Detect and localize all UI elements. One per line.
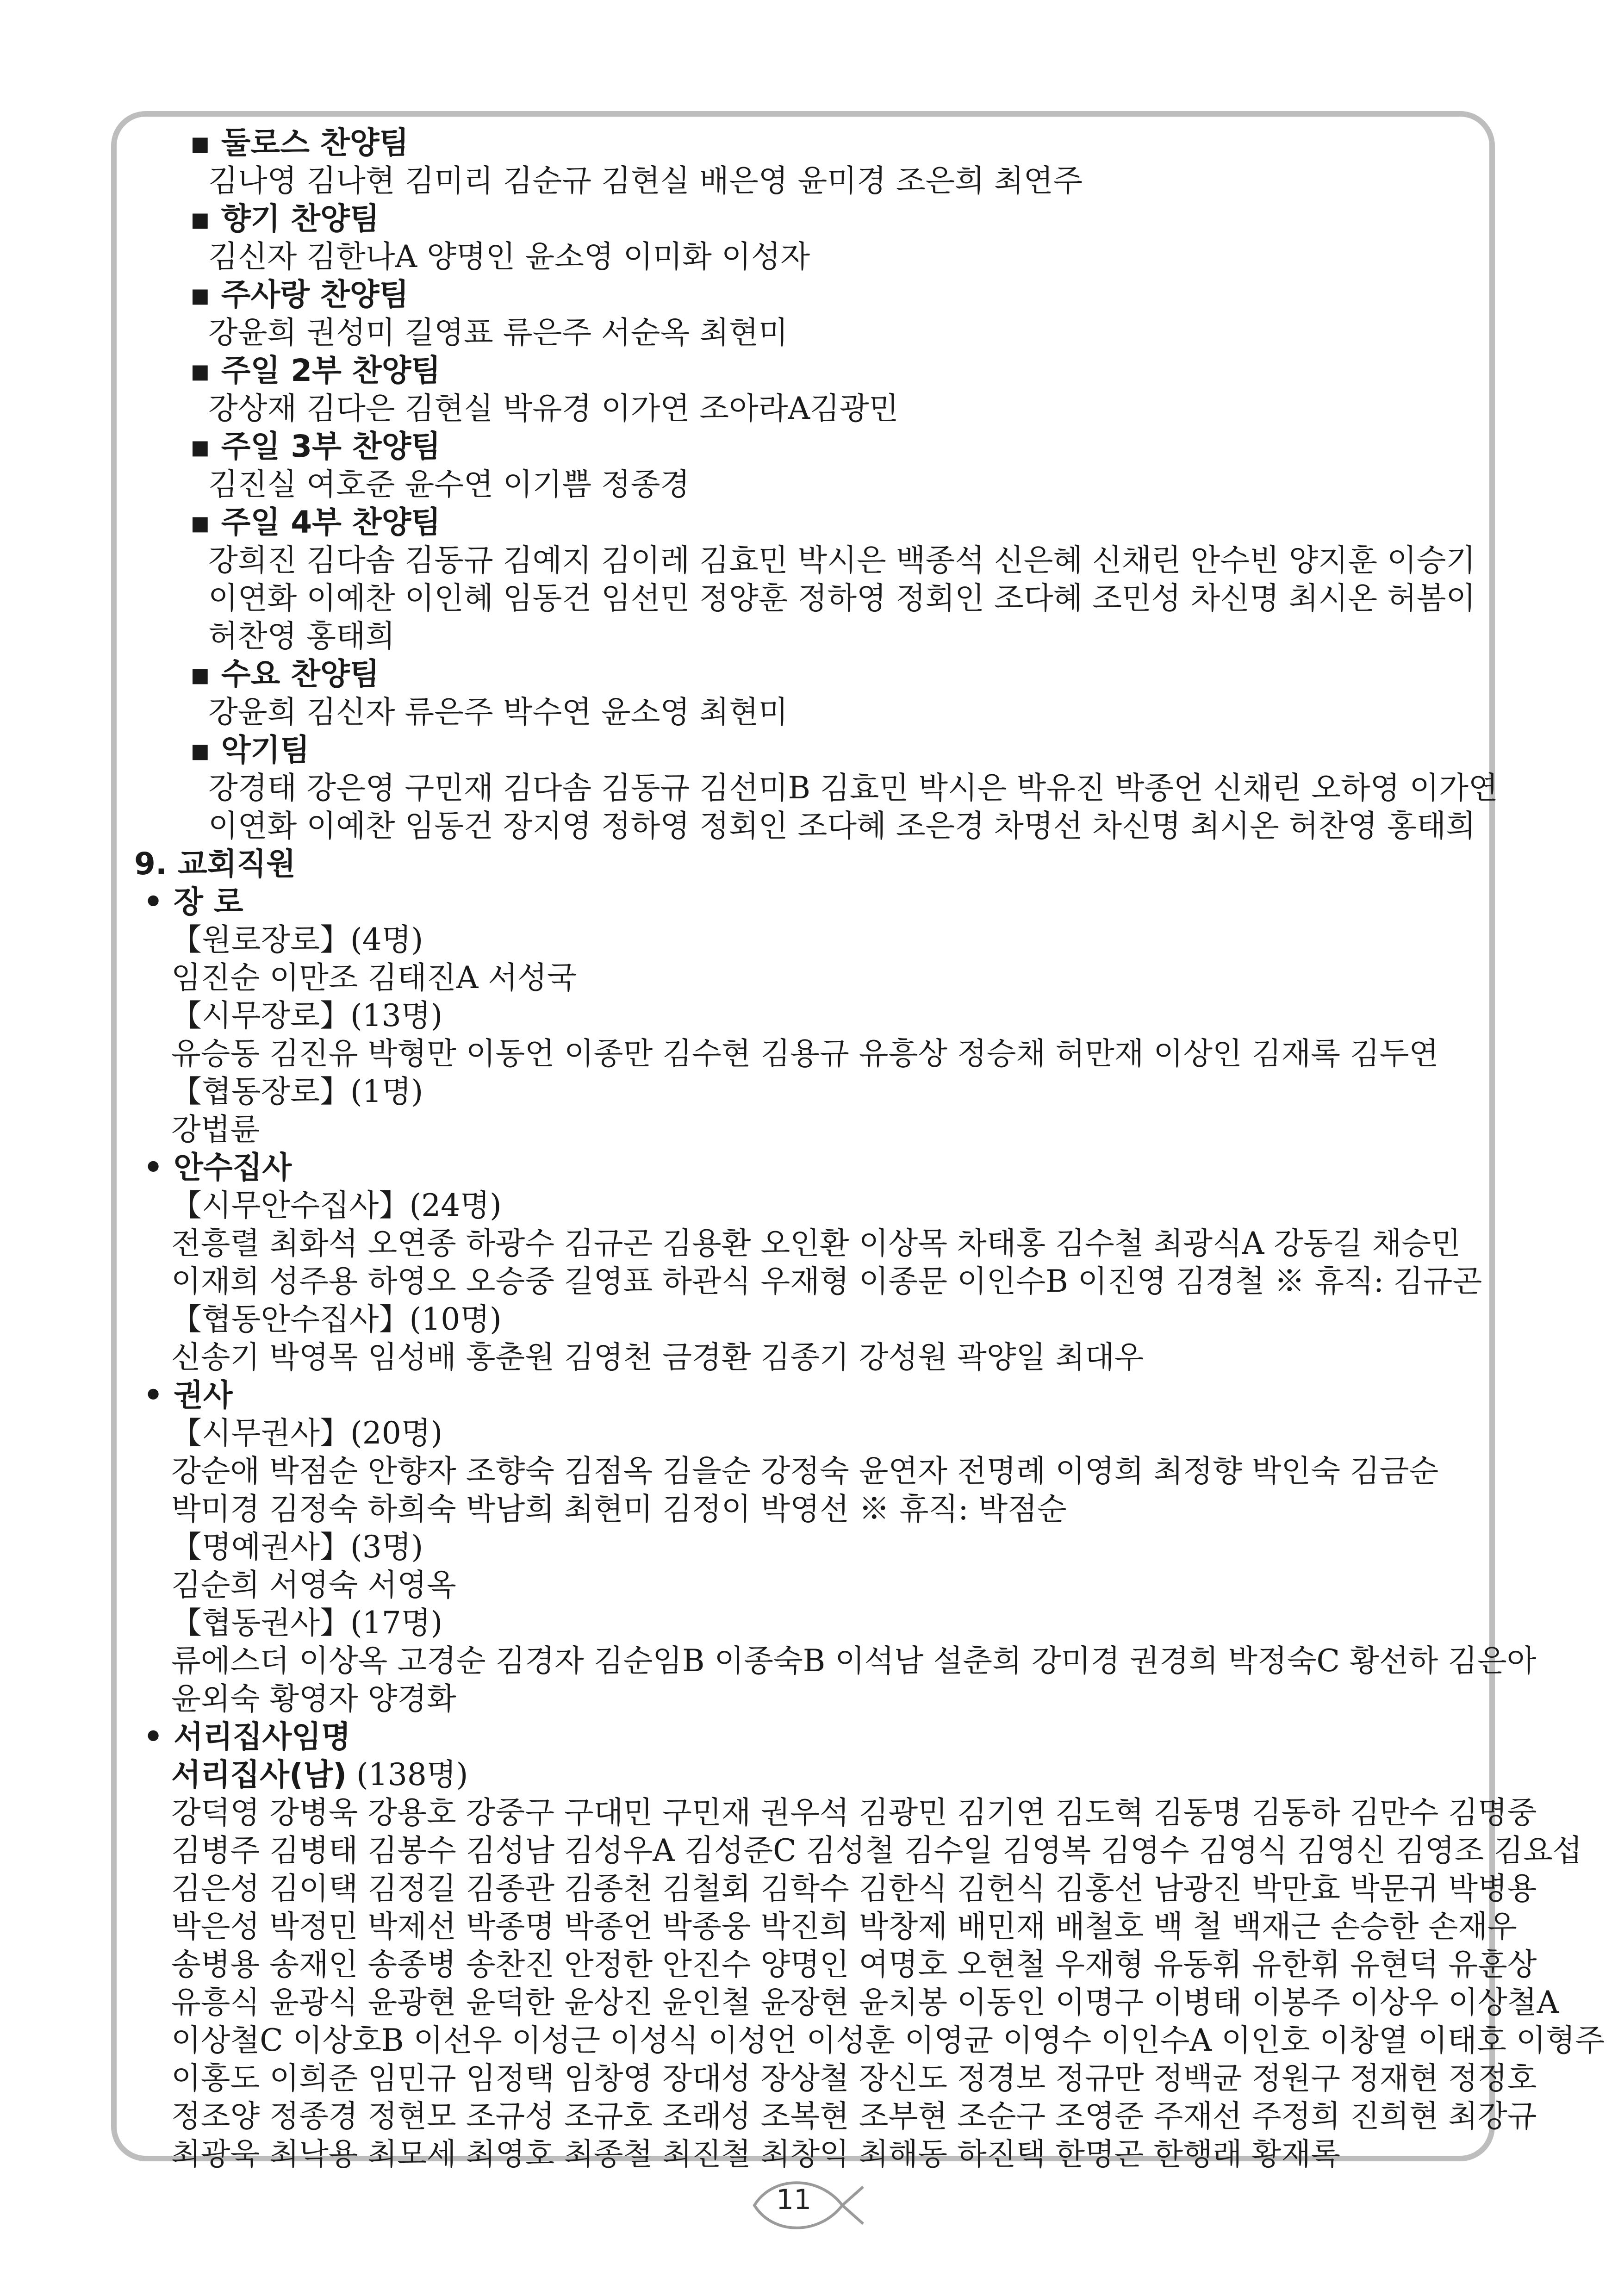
team-title: ▪ 주일 4부 찬양팀 — [190, 504, 441, 540]
subgroup-label: 【시무장로】(13명) — [171, 998, 443, 1033]
subgroup-label: 【협동장로】(1명) — [171, 1074, 423, 1109]
team-title: ▪ 수요 찬양팀 — [190, 656, 380, 692]
subgroup-members: 강덕영 강병욱 강용호 강중구 구대민 구민재 권우석 김광민 김기연 김도혁 김동명 김동하 김만수 김명중 — [171, 1795, 1537, 1830]
team-instrument — [134, 731, 1498, 845]
team-members: 강희진 김다솜 김동규 김예지 김이레 김효민 박시은 백종석 신은혜 신채린 안수빈 양지훈 이승기 — [208, 542, 1476, 578]
subgroup-members: 유승동 김진유 박형만 이동언 이종만 김수현 김용규 유흥상 정승채 허만재 이상인 김재록 김두연 — [171, 1036, 1439, 1071]
subgroup-members: 이재희 성주용 하영오 오승중 길영표 하관식 우재형 이종문 이인수B 이진영 김경철 ※ 휴직: 김규곤 — [171, 1263, 1482, 1299]
subgroup-members: 정조양 정종경 정현모 조규성 조규호 조래성 조복현 조부현 조순구 조영준 주재선 주정희 진희현 최강규 — [171, 2098, 1537, 2134]
subgroup-members: 김은성 김이택 김정길 김종관 김종천 김철회 김학수 김한식 김헌식 김홍선 남광진 박만효 박문귀 박병용 — [171, 1871, 1537, 1906]
subgroup-label: 【시무권사】(20명) — [171, 1415, 443, 1451]
team-doulos — [134, 124, 1476, 200]
group-title: • 권사 — [143, 1377, 233, 1413]
subgroup-members: 신송기 박영목 임성배 홍춘원 김영천 금경환 김종기 강성원 곽양일 최대우 — [171, 1339, 1144, 1375]
subgroup-members: 이홍도 이희준 임민규 임정택 임창영 장대성 장상철 장신도 정경보 정규만 정백균 정원구 정재현 정정호 — [171, 2060, 1537, 2096]
team-title: ▪ 주일 3부 찬양팀 — [190, 429, 441, 464]
subgroup-members: 송병용 송재인 송종병 송찬진 안정한 안진수 양명인 여명호 오현철 우재형 유동휘 유한휘 유현덕 유훈상 — [171, 1947, 1537, 1982]
group-title: • 장 로 — [143, 884, 243, 920]
subgroup-members: 이상철C 이상호B 이선우 이성근 이성식 이성언 이성훈 이영균 이영수 이인수A 이인호 이창열 이태호 이형주 — [171, 2022, 1605, 2058]
team-members: 허찬영 홍태희 — [208, 618, 395, 654]
kwonsa-group — [134, 1376, 1537, 1718]
team-members: 강윤희 김신자 류은주 박수연 윤소영 최현미 — [208, 694, 788, 730]
subgroup-members: 류에스더 이상옥 고경순 김경자 김순임B 이종숙B 이석남 설춘희 강미경 권경희 박정숙C 황선하 김은아 — [171, 1643, 1537, 1679]
subgroup-members: 임진순 이만조 김태진A 서성국 — [171, 960, 577, 996]
subgroup-label: 【명예권사】(3명) — [171, 1529, 423, 1565]
subgroup-label: 【협동안수집사】(10명) — [171, 1301, 502, 1337]
team-title: ▪ 향기 찬양팀 — [190, 201, 380, 236]
team-members: 이연화 이예찬 임동건 장지영 정하영 정회인 조다혜 조은경 차명선 차신명 최시온 허찬영 홍태희 — [208, 808, 1476, 844]
subgroup-members: 강순애 박점순 안향자 조향숙 김점옥 김을순 강정숙 윤연자 전명례 이영희 최정향 박인숙 김금순 — [171, 1453, 1439, 1489]
subgroup-count: (138명) — [347, 1757, 468, 1792]
team-title: ▪ 둘로스 찬양팀 — [190, 125, 409, 161]
team-hyanggi — [134, 200, 1476, 276]
subgroup-label: 【원로장로】(4명) — [171, 922, 423, 958]
subgroup-members: 최광욱 최낙용 최모세 최영호 최종철 최진철 최창익 최해동 하진택 한명곤 한행래 황재록 — [171, 2136, 1340, 2172]
subgroup-members: 윤외숙 황영자 양경화 — [171, 1681, 456, 1717]
elder-group — [134, 883, 1476, 1149]
team-wednesday — [134, 655, 1476, 731]
subgroup-label: 【협동권사】(17명) — [171, 1605, 443, 1641]
subgroup-members: 김병주 김병태 김봉수 김성남 김성우A 김성준C 김성철 김수일 김영복 김영수 김영식 김영신 김영조 김요섭 — [171, 1833, 1582, 1868]
subgroup-members: 김순희 서영숙 서영옥 — [171, 1567, 456, 1603]
team-title: ▪ 주사랑 찬양팀 — [190, 277, 409, 312]
team-title: ▪ 주일 2부 찬양팀 — [190, 353, 441, 388]
team-members: 강경태 강은영 구민재 김다솜 김동규 김선미B 김효민 박시은 박유진 박종언 신채린 오하영 이가연 — [208, 770, 1498, 806]
subgroup-members: 강법륜 — [171, 1112, 260, 1147]
team-members: 김신자 김한나A 양명인 윤소영 이미화 이성자 — [208, 239, 810, 274]
group-title: • 안수집사 — [143, 1150, 292, 1185]
team-jusarang — [134, 276, 1476, 352]
team-members: 김나영 김나현 김미리 김순규 김현실 배은영 윤미경 조은희 최연주 — [208, 163, 1083, 199]
page-content — [134, 124, 1605, 2173]
subgroup-members: 박은성 박정민 박제선 박종명 박종언 박종웅 박진희 박창제 배민재 배철호 백 철 백재근 손승한 손재우 — [171, 1909, 1517, 1944]
page-number: 11 — [776, 2184, 812, 2216]
team-members: 강윤희 권성미 길영표 류은주 서순옥 최현미 — [208, 315, 788, 350]
team-sunday-2 — [134, 352, 1476, 428]
deacon-group — [134, 1149, 1482, 1376]
section-heading: 9. 교회직원 — [134, 846, 296, 882]
subgroup-label-text: 서리집사(남) — [171, 1757, 347, 1792]
subgroup-members: 전흥렬 최화석 오연종 하광수 김규곤 김용환 오인환 이상목 차태홍 김수철 최광식A 강동길 채승민 — [171, 1226, 1461, 1261]
team-title: ▪ 악기팀 — [190, 732, 310, 768]
subgroup-label — [134, 1756, 1476, 1794]
team-members: 이연화 이예찬 이인혜 임동건 임선민 정양훈 정하영 정회인 조다혜 조민성 차신명 최시온 허봄이 — [208, 580, 1476, 616]
subgroup-members: 박미경 김정숙 하희숙 박남희 최현미 김정이 박영선 ※ 휴직: 박점순 — [171, 1491, 1067, 1527]
team-sunday-4 — [134, 504, 1476, 655]
team-sunday-3 — [134, 428, 1476, 504]
subgroup-label: 【시무안수집사】(24명) — [171, 1188, 502, 1223]
seori-group — [134, 1718, 1605, 2173]
group-title: • 서리집사임명 — [143, 1719, 351, 1755]
subgroup-members: 유흥식 윤광식 윤광현 윤덕한 윤상진 윤인철 윤장현 윤치봉 이동인 이명구 이병태 이봉주 이상우 이상철A — [171, 1985, 1559, 2020]
team-members: 강상재 김다은 김현실 박유경 이가연 조아라A김광민 — [208, 391, 899, 426]
team-members: 김진실 여호준 윤수연 이기쁨 정종경 — [208, 467, 690, 502]
page-number-badge — [750, 2171, 865, 2240]
